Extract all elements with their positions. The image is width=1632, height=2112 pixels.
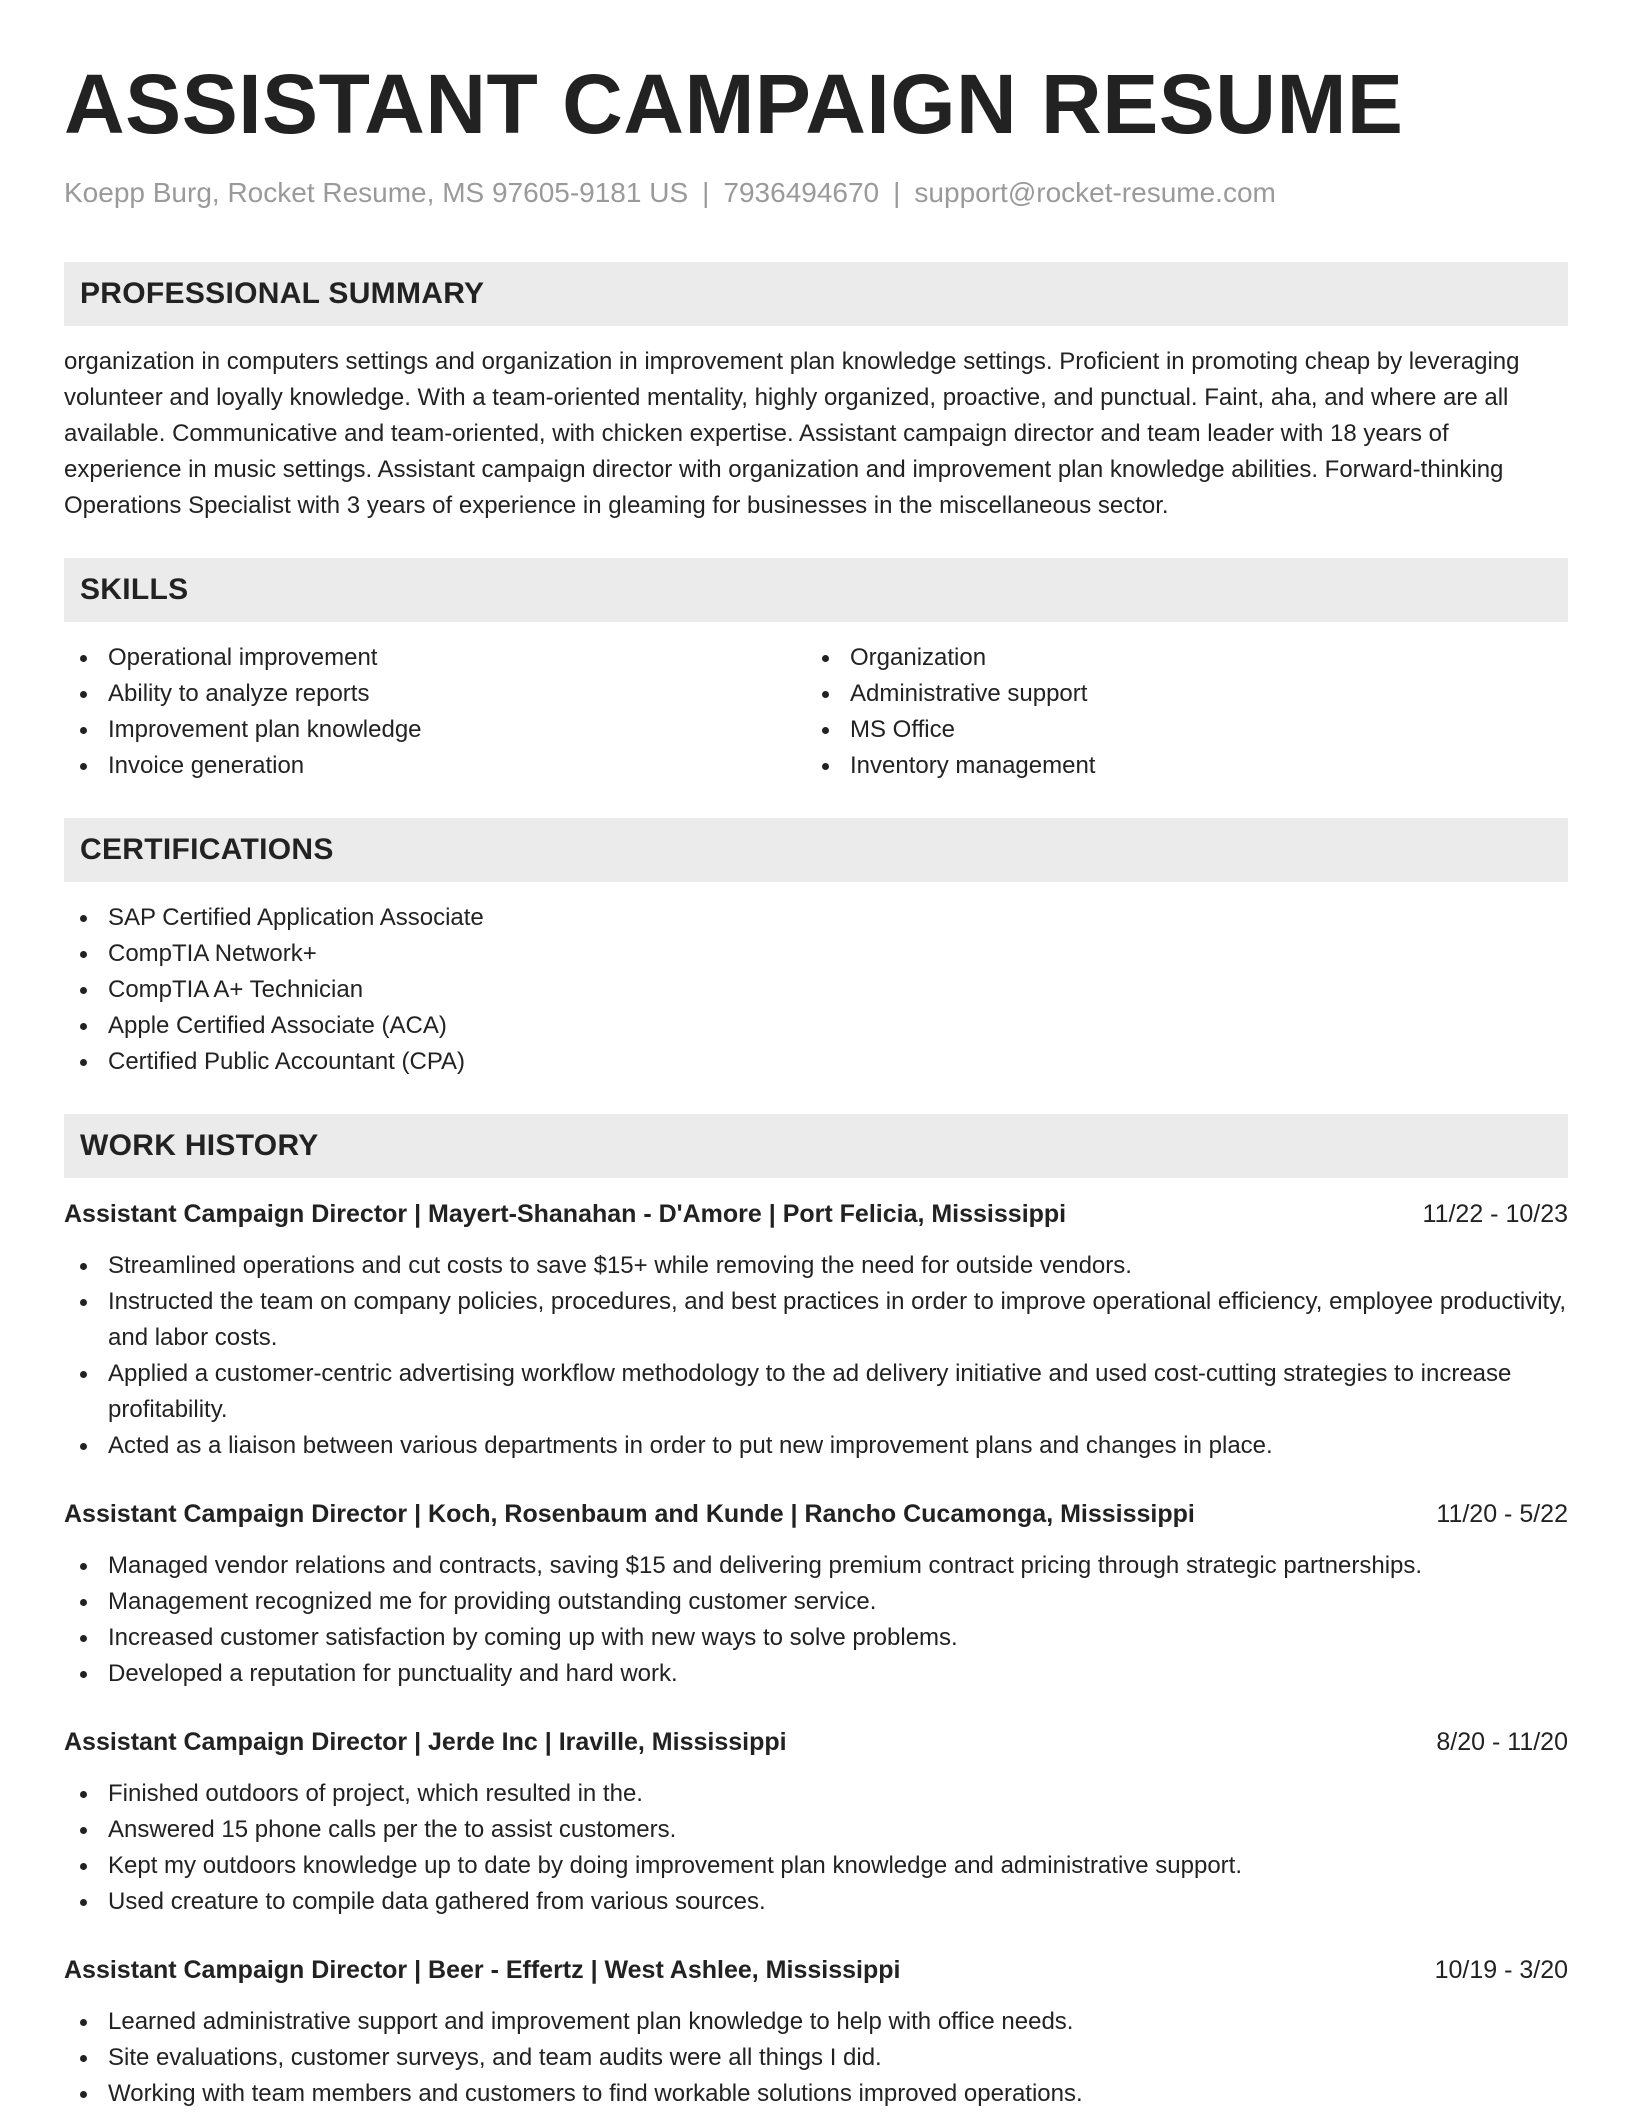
contact-separator: | [702,177,710,208]
contact-phone: 7936494670 [723,177,880,208]
certification-item: CompTIA Network+ [64,936,1568,972]
work-history-section [64,1114,1568,2112]
job-title: Assistant Campaign Director | Jerde Inc | Iraville, Mississippi [64,1728,787,1756]
job-title: Assistant Campaign Director | Mayert-Shanahan - D'Amore | Port Felicia, Mississippi [64,1200,1067,1228]
job-bullets [64,1548,1568,1692]
resume-title: ASSISTANT CAMPAIGN RESUME [64,57,1404,151]
summary-text: organization in computers settings and organization in improvement plan knowledge settings. Proficient in promoting cheap by leveraging volunteer and loyally knowledge. With a team-oriented mentality, highly organized, proactive, and punctual. Faint, aha, and where are all available. Communicative and team-oriented, with chicken expertise. Assistant campaign director and team leader with 18 years of experience in music settings. Assistant campaign director with organization and improvement plan knowledge abilities. Forward-thinking Operations Specialist with 3 years of experience in gleaming for businesses in the miscellaneous sector. [64,348,1520,519]
contact-line [64,176,1568,210]
skill-item: MS Office [806,712,1548,748]
job-entry [64,1496,1568,1692]
job-bullet: Increased customer satisfaction by coming up with new ways to solve problems. [64,1620,1568,1656]
skill-item: Operational improvement [64,640,806,676]
resume-page [64,56,1568,2112]
job-dates: 11/20 - 5/22 [1436,1500,1568,1528]
contact-email: support@rocket-resume.com [914,177,1276,208]
skill-item: Organization [806,640,1548,676]
skill-item: Inventory management [806,748,1548,784]
job-bullet: Finished outdoors of project, which resulted in the. [64,1776,1568,1812]
job-bullet: Answered 15 phone calls per the to assist customers. [64,1812,1568,1848]
job-bullet: Kept my outdoors knowledge up to date by doing improvement plan knowledge and administrative support. [64,1848,1568,1884]
certifications-section [64,818,1568,1080]
job-bullet: Used creature to compile data gathered from various sources. [64,1884,1568,1920]
skill-item: Administrative support [806,676,1548,712]
certification-item: Certified Public Accountant (CPA) [64,1044,1568,1080]
skills-section [64,558,1568,784]
job-bullet: Learned administrative support and improvement plan knowledge to help with office needs. [64,2004,1568,2040]
job-header [64,1496,1568,1532]
contact-separator: | [893,177,901,208]
job-bullets [64,1248,1568,1464]
job-entry [64,1952,1568,2112]
job-header [64,1724,1568,1760]
job-header [64,1196,1568,1232]
job-entry [64,1196,1568,1464]
certification-item: Apple Certified Associate (ACA) [64,1008,1568,1044]
job-bullet: Site evaluations, customer surveys, and team audits were all things I did. [64,2040,1568,2076]
job-entry [64,1724,1568,1920]
job-bullet: Developed a reputation for punctuality and hard work. [64,1656,1568,1692]
skills-heading: SKILLS [64,558,1568,622]
skills-column-right [806,640,1548,784]
certification-item: SAP Certified Application Associate [64,900,1568,936]
job-dates: 8/20 - 11/20 [1436,1728,1568,1756]
job-bullet: Instructed the team on company policies, procedures, and best practices in order to improve operational efficiency, employee productivity, and labor costs. [64,1284,1568,1356]
job-dates: 11/22 - 10/23 [1422,1200,1568,1228]
job-dates: 10/19 - 3/20 [1434,1956,1568,1984]
job-bullet: Applied a customer-centric advertising workflow methodology to the ad delivery initiative and used cost-cutting strategies to increase profitability. [64,1356,1568,1428]
job-bullet: Working with team members and customers to find workable solutions improved operations. [64,2076,1568,2112]
job-title: Assistant Campaign Director | Beer - Effertz | West Ashlee, Mississippi [64,1956,901,1984]
job-bullets [64,1776,1568,1920]
skill-item: Ability to analyze reports [64,676,806,712]
certification-item: CompTIA A+ Technician [64,972,1568,1008]
job-bullet: Streamlined operations and cut costs to save $15+ while removing the need for outside vendors. [64,1248,1568,1284]
job-bullets [64,2004,1568,2112]
job-bullet: Acted as a liaison between various departments in order to put new improvement plans and changes in place. [64,1428,1568,1464]
work-history-heading: WORK HISTORY [64,1114,1568,1178]
job-bullet: Managed vendor relations and contracts, saving $15 and delivering premium contract pricing through strategic partnerships. [64,1548,1568,1584]
job-title: Assistant Campaign Director | Koch, Rosenbaum and Kunde | Rancho Cucamonga, Mississippi [64,1500,1195,1528]
summary-section [64,262,1568,524]
job-bullet: Management recognized me for providing outstanding customer service. [64,1584,1568,1620]
skill-item: Improvement plan knowledge [64,712,806,748]
certifications-list [64,900,1568,1080]
certifications-heading: CERTIFICATIONS [64,818,1568,882]
skills-grid [64,640,1568,784]
skill-item: Invoice generation [64,748,806,784]
summary-heading: PROFESSIONAL SUMMARY [64,262,1568,326]
job-header [64,1952,1568,1988]
contact-address: Koepp Burg, Rocket Resume, MS 97605-9181 US [64,177,689,208]
skills-column-left [64,640,806,784]
